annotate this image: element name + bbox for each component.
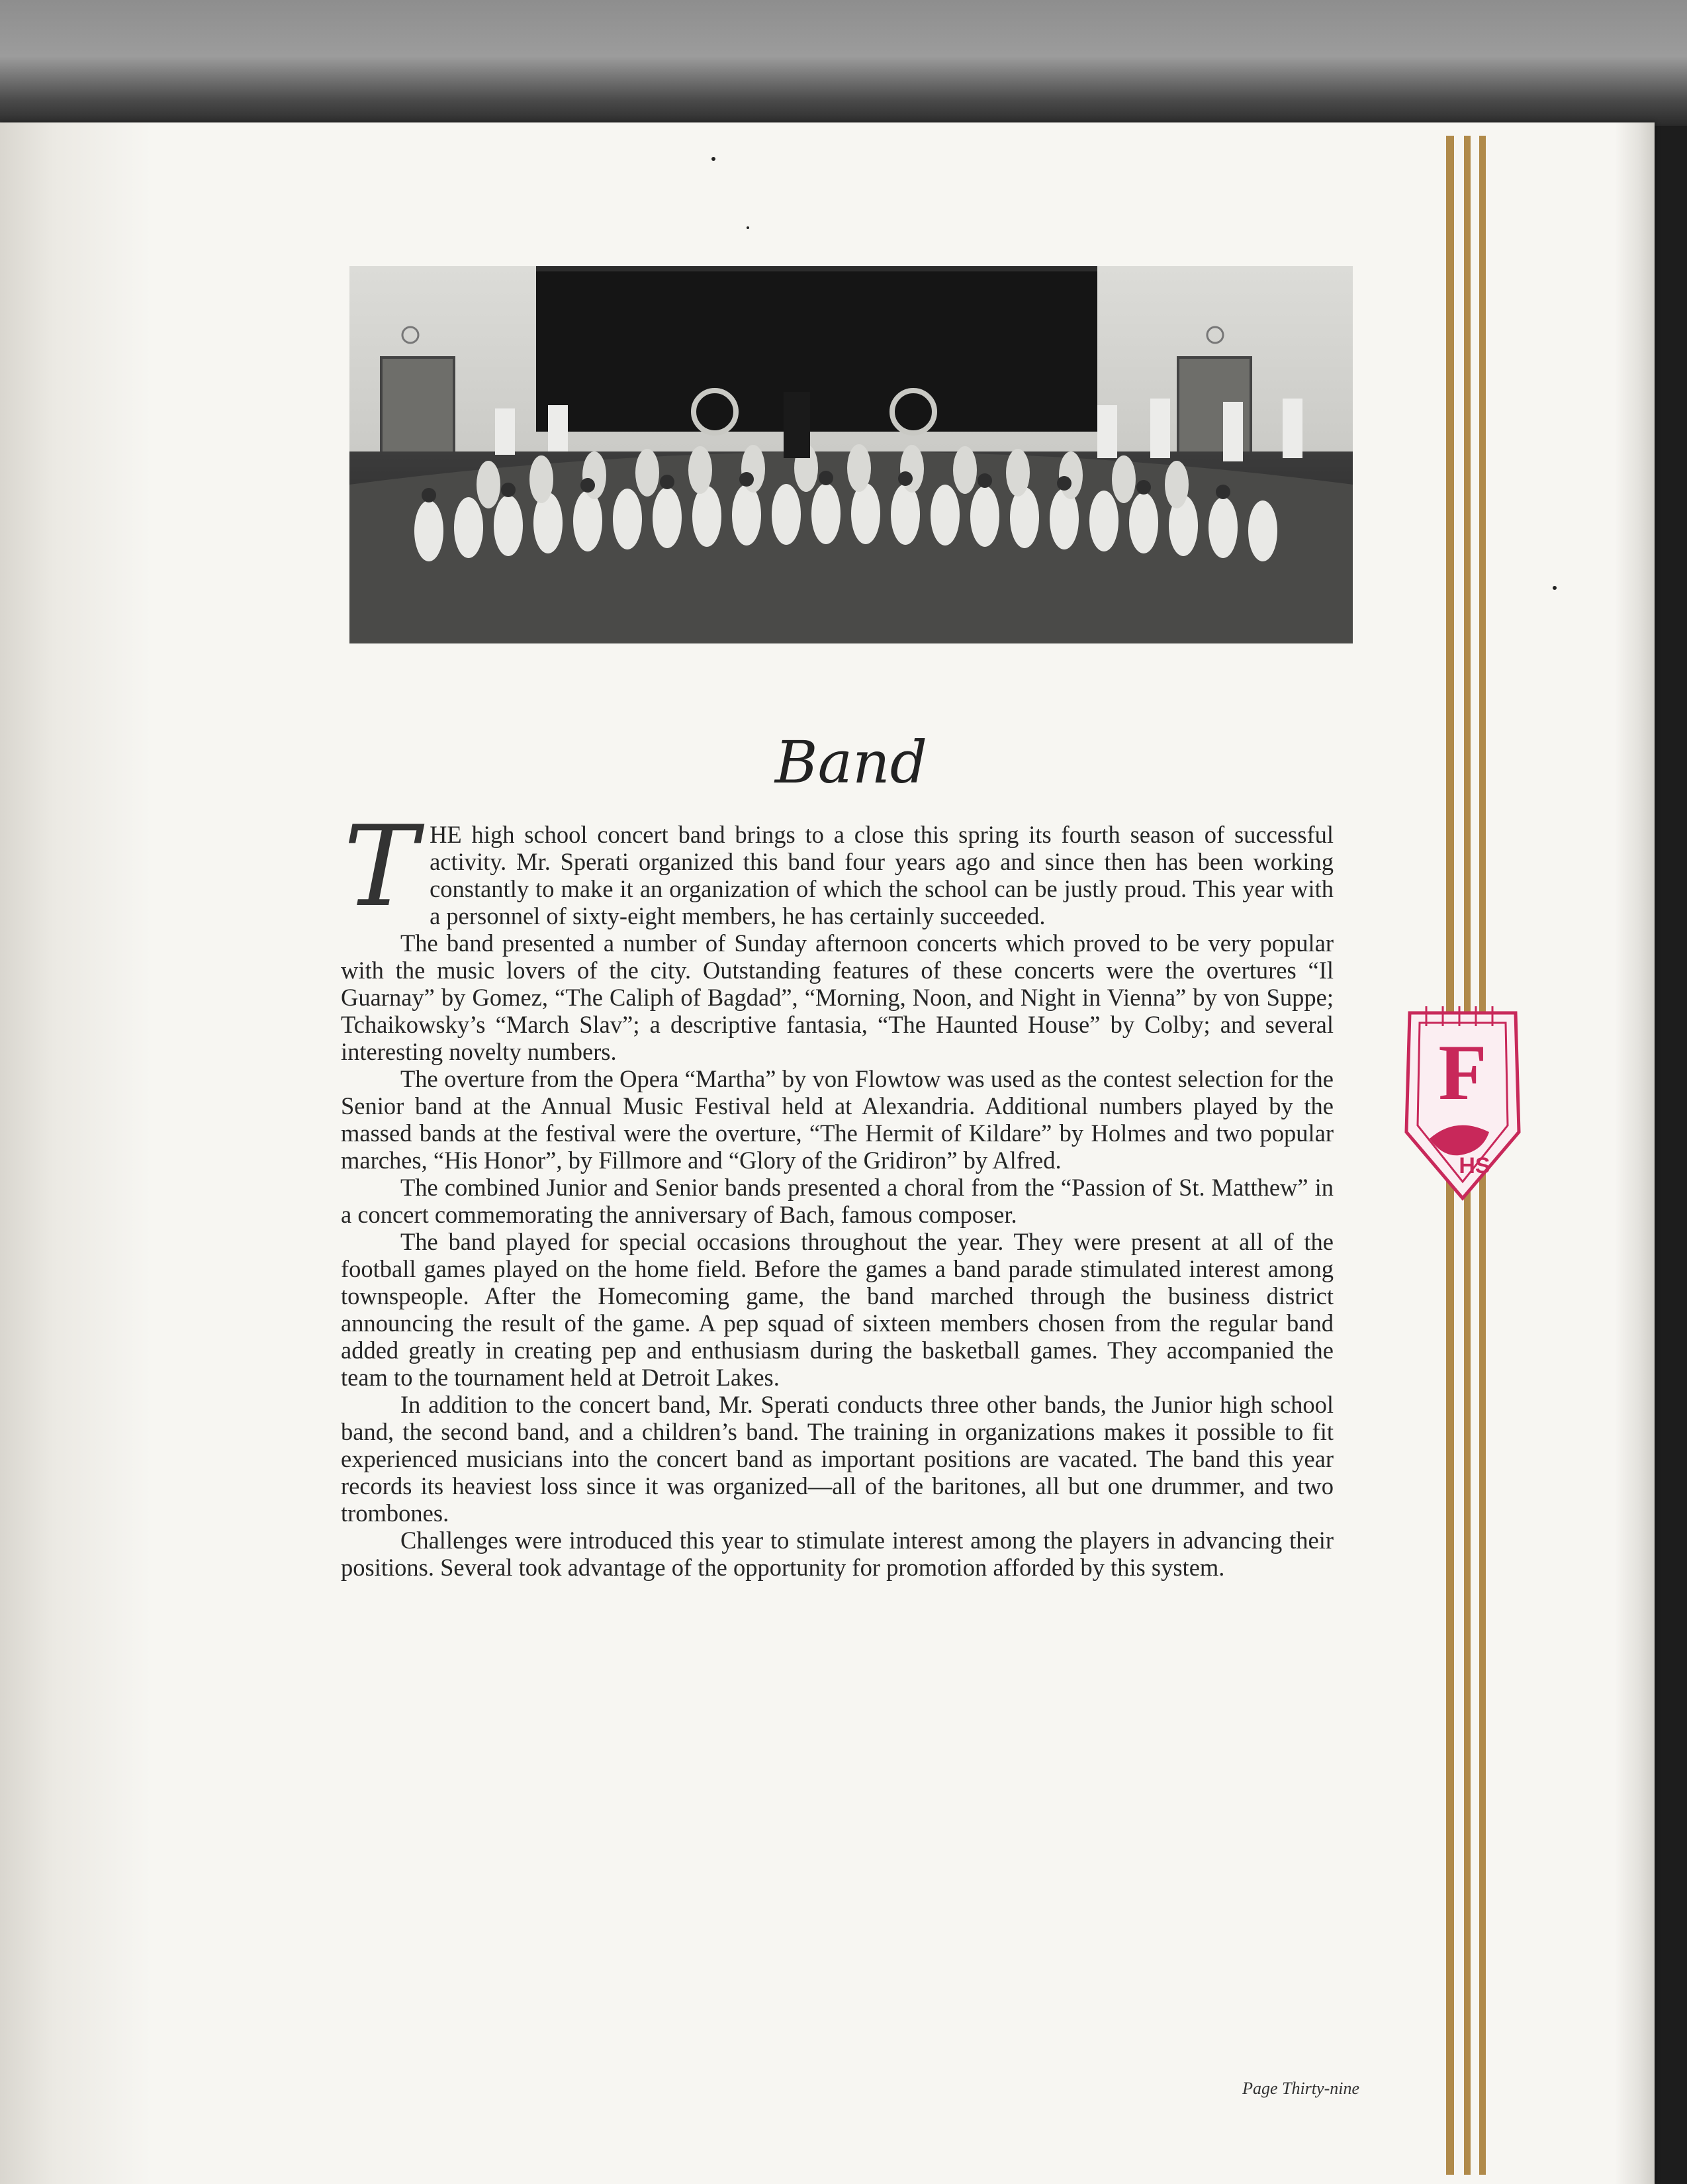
page-edge bbox=[1615, 122, 1655, 2184]
drop-cap: T bbox=[343, 802, 418, 931]
dust-speck bbox=[711, 157, 715, 161]
paragraph-3: The overture from the Opera “Martha” by von Flowtow was used as the contest selection for the Senior band at the Annual Music Festival held at Alexandria. Additional numbers played by the massed bands at the festival were the overture, “The Hermit of Kildare” by Holmes and two popular marches, “His Honor”, by Fillmore and “Glory of the Gridiron” by Alfred. bbox=[341, 1065, 1334, 1174]
article-body bbox=[341, 802, 1334, 1581]
dust-speck bbox=[1553, 586, 1557, 590]
paragraph-2: The band presented a number of Sunday afternoon concerts which proved to be very popular with the music lovers of the city. Outstanding features of these concerts were the overtures “Il Guarnay” by Gomez, “The Caliph of Bagdad”, “Morning, Noon, and Night in Vienna” by von Suppe; Tchaikowsky’s “March Slav”; a descriptive fantasia, “The Haunted House” by Colby; and several interesting novelty numbers. bbox=[341, 929, 1334, 1065]
paragraph-7: Challenges were introduced this year to stimulate interest among the players in advancing their positions. Several took advantage of the opportunity for promotion afforded by this system. bbox=[341, 1527, 1334, 1581]
school-emblem-icon bbox=[1396, 1000, 1529, 1205]
book-gutter bbox=[0, 122, 152, 2184]
paragraph-1 bbox=[341, 802, 1334, 931]
band-photograph bbox=[349, 266, 1353, 643]
dust-speck bbox=[747, 226, 749, 229]
paragraph-1-text: HE high school concert band brings to a close this spring its fourth season of successful activity. Mr. Sperati organized this band four years ago and since then has been working constantly to make it an organization of which the school can be justly proud. This year with a personnel of sixty-eight members, he has certainly succeeded. bbox=[430, 821, 1334, 929]
paragraph-4: The combined Junior and Senior bands presented a choral from the “Passion of St. Matthew” in a concert commemorating the anniversary of Bach, famous composer. bbox=[341, 1174, 1334, 1228]
paragraph-5: The band played for special occasions throughout the year. They were present at all of the football games played on the home field. Before the games a band parade stimulated interest among townspeople. After the Homecoming game, the band marched through the business district announcing the result of the game. A pep squad of sixteen members chosen from the regular band added greatly in creating pep and enthusiasm during the basketball games. They accompanied the team to the tournament held at Detroit Lakes. bbox=[341, 1228, 1334, 1391]
scanner-background bbox=[0, 0, 1687, 126]
section-title: Band bbox=[774, 728, 928, 796]
emblem-monogram: HS bbox=[1459, 1153, 1490, 1178]
paragraph-6: In addition to the concert band, Mr. Sperati conducts three other bands, the Junior high school band, the second band, and a children’s band. The training in organizations makes it possible to fit experienced musicians into the concert band as important positions are vacated. The band this year records its heaviest loss since it was organized—all of the baritones, all but one drummer, and two trombones. bbox=[341, 1391, 1334, 1527]
page-number: Page Thirty-nine bbox=[1242, 2079, 1359, 2098]
emblem-letter: F bbox=[1438, 1028, 1487, 1116]
